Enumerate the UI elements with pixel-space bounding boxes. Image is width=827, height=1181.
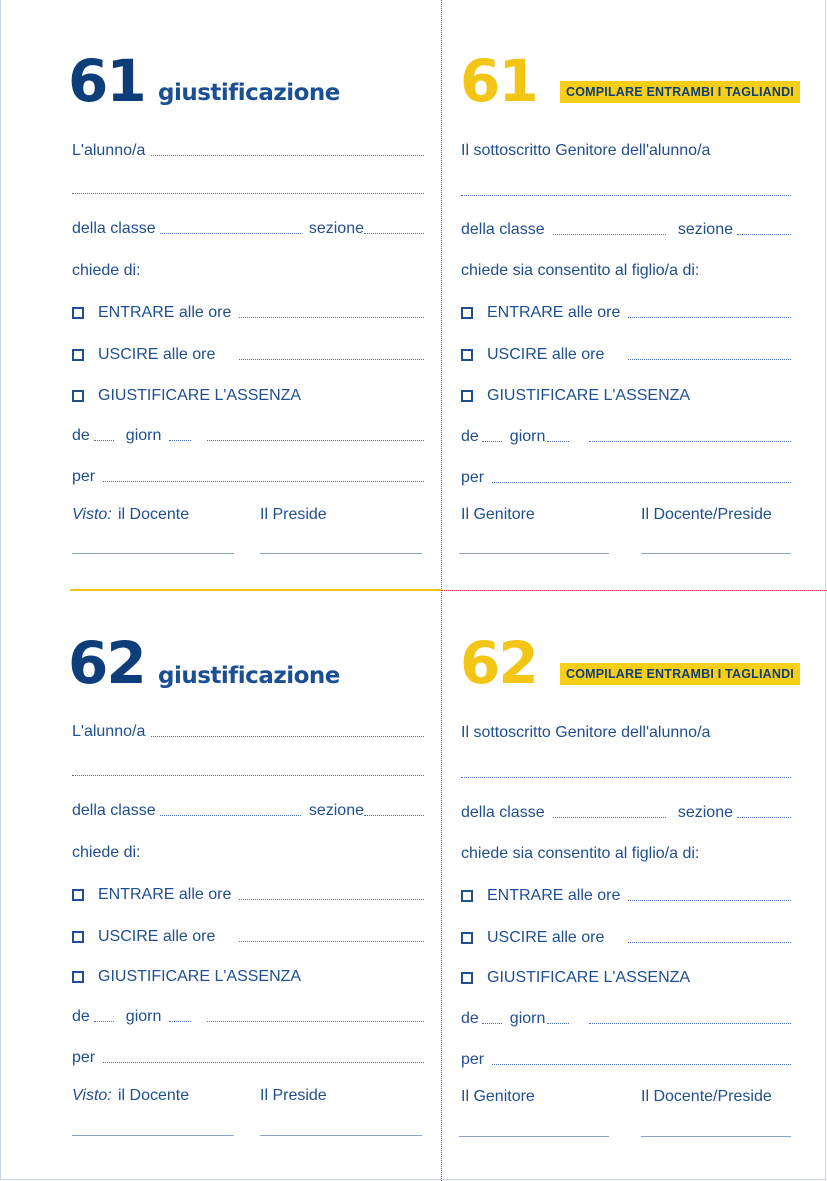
coupon-number: 61 — [460, 47, 537, 115]
days-row — [461, 426, 791, 446]
signature-line-genitore[interactable] — [459, 553, 609, 554]
request-row — [461, 260, 791, 280]
label-giorn: giorn — [125, 427, 162, 444]
class-row — [72, 800, 424, 820]
fill-line[interactable] — [160, 232, 301, 234]
student-name-row — [72, 721, 424, 741]
checkbox-uscire[interactable] — [461, 932, 473, 944]
label-chiede: chiede di: — [72, 844, 141, 861]
fill-line[interactable] — [737, 816, 791, 818]
request-row — [461, 843, 791, 863]
label-giustificare: GIUSTIFICARE L'ASSENZA — [98, 968, 302, 985]
class-row — [72, 218, 424, 238]
label-de: de — [461, 1010, 479, 1027]
class-row — [461, 802, 791, 822]
days-row — [72, 425, 424, 445]
absence-row — [461, 385, 791, 405]
enter-row — [461, 302, 791, 322]
label-sezione: sezione — [677, 804, 733, 821]
checkbox-entrare[interactable] — [72, 307, 84, 319]
label-giustificare: GIUSTIFICARE L'ASSENZA — [487, 969, 691, 986]
checkbox-entrare[interactable] — [72, 889, 84, 901]
checkbox-giustificare[interactable] — [72, 971, 84, 983]
fill-line[interactable] — [103, 1061, 424, 1063]
reason-row — [72, 466, 424, 486]
horizontal-cut-line — [441, 590, 827, 591]
label-uscire: USCIRE alle ore — [98, 346, 216, 363]
label-docente: il Docente — [118, 1087, 190, 1104]
label-per: per — [72, 468, 96, 485]
signature-line-genitore[interactable] — [459, 1136, 609, 1137]
reason-row — [461, 1049, 791, 1069]
fill-line[interactable] — [94, 439, 114, 441]
label-classe: della classe — [72, 220, 156, 237]
fill-line[interactable] — [103, 480, 424, 482]
exit-row — [461, 927, 791, 947]
fill-line[interactable] — [207, 439, 424, 441]
days-row — [72, 1006, 424, 1026]
checkbox-uscire[interactable] — [72, 349, 84, 361]
fill-line[interactable] — [239, 940, 424, 942]
exit-row — [72, 344, 424, 364]
coupon-title: giustificazione — [158, 80, 340, 106]
coupon-number: 62 — [68, 629, 145, 697]
checkbox-entrare[interactable] — [461, 890, 473, 902]
label-chiede-consentito: chiede sia consentito al figlio/a di: — [461, 262, 700, 279]
label-entrare: ENTRARE alle ore — [487, 304, 621, 321]
label-per: per — [461, 469, 485, 486]
fill-line[interactable] — [589, 440, 791, 442]
fill-both-badge: COMPILARE ENTRAMBI I TAGLIANDI — [560, 81, 800, 103]
fill-line[interactable] — [169, 439, 191, 441]
student-name-row-2 — [72, 178, 424, 198]
label-visto: Visto: — [72, 1087, 112, 1104]
label-giorn: giorn — [509, 428, 546, 445]
label-sottoscritto: Il sottoscritto Genitore dell'alunno/a — [461, 724, 711, 741]
label-de: de — [72, 1008, 90, 1025]
label-giustificare: GIUSTIFICARE L'ASSENZA — [487, 387, 691, 404]
label-classe: della classe — [72, 802, 156, 819]
label-uscire: USCIRE alle ore — [487, 929, 605, 946]
fill-line[interactable] — [628, 941, 791, 943]
label-per: per — [72, 1049, 96, 1066]
parent-row — [461, 140, 791, 160]
label-docente-preside: Il Docente/Preside — [641, 506, 772, 523]
signature-line-preside[interactable] — [260, 1135, 422, 1136]
label-docente: il Docente — [118, 506, 190, 523]
signature-line-docente[interactable] — [72, 1135, 234, 1136]
signature-line-docente[interactable] — [72, 553, 234, 554]
label-giustificare: GIUSTIFICARE L'ASSENZA — [98, 387, 302, 404]
request-row — [72, 842, 424, 862]
label-giorn: giorn — [125, 1008, 162, 1025]
label-entrare: ENTRARE alle ore — [98, 304, 232, 321]
exit-row — [72, 926, 424, 946]
label-de: de — [461, 428, 479, 445]
coupon-title: giustificazione — [158, 663, 340, 689]
label-classe: della classe — [461, 804, 545, 821]
student-name-row — [72, 140, 424, 160]
label-uscire: USCIRE alle ore — [98, 928, 216, 945]
label-classe: della classe — [461, 221, 545, 238]
fill-line[interactable] — [547, 1022, 569, 1024]
fill-line[interactable] — [482, 1022, 502, 1024]
reason-row — [461, 467, 791, 487]
fill-line[interactable] — [461, 194, 791, 196]
checkbox-entrare[interactable] — [461, 307, 473, 319]
student-name-row — [461, 762, 791, 782]
enter-row — [72, 884, 424, 904]
fill-both-badge: COMPILARE ENTRAMBI I TAGLIANDI — [560, 663, 800, 685]
absence-row — [72, 385, 424, 405]
label-visto: Visto: — [72, 506, 112, 523]
checkbox-giustificare[interactable] — [461, 972, 473, 984]
label-sezione: sezione — [677, 221, 733, 238]
coupon-divider — [70, 589, 441, 591]
fill-line[interactable] — [72, 774, 424, 776]
label-chiede: chiede di: — [72, 262, 141, 279]
fill-line[interactable] — [151, 154, 424, 156]
label-per: per — [461, 1051, 485, 1068]
checkbox-giustificare[interactable] — [461, 390, 473, 402]
fill-line[interactable] — [207, 1020, 424, 1022]
label-genitore: Il Genitore — [461, 506, 535, 523]
fill-line[interactable] — [553, 233, 666, 235]
request-row — [72, 260, 424, 280]
exit-row — [461, 344, 791, 364]
fill-line[interactable] — [737, 233, 791, 235]
label-alunno: L'alunno/a — [72, 723, 146, 740]
checkbox-uscire[interactable] — [72, 931, 84, 943]
label-sottoscritto: Il sottoscritto Genitore dell'alunno/a — [461, 142, 711, 159]
absence-row — [461, 967, 791, 987]
label-sezione: sezione — [308, 220, 364, 237]
signature-line-docente-preside[interactable] — [641, 553, 791, 554]
fill-line[interactable] — [628, 316, 791, 318]
student-name-row — [461, 180, 791, 200]
fill-line[interactable] — [239, 316, 424, 318]
fill-line[interactable] — [492, 481, 791, 483]
enter-row — [72, 302, 424, 322]
reason-row — [72, 1047, 424, 1067]
days-row — [461, 1008, 791, 1028]
signature-line-docente-preside[interactable] — [641, 1136, 791, 1137]
fill-line[interactable] — [553, 816, 666, 818]
fill-line[interactable] — [72, 192, 424, 194]
absence-row — [72, 966, 424, 986]
fill-line[interactable] — [169, 1020, 191, 1022]
label-giorn: giorn — [509, 1010, 546, 1027]
label-preside: Il Preside — [260, 506, 327, 523]
student-name-row-2 — [72, 760, 424, 780]
fill-line[interactable] — [461, 776, 791, 778]
label-docente-preside: Il Docente/Preside — [641, 1088, 772, 1105]
label-entrare: ENTRARE alle ore — [487, 887, 621, 904]
fill-line[interactable] — [364, 814, 424, 816]
fill-line[interactable] — [364, 232, 424, 234]
label-genitore: Il Genitore — [461, 1088, 535, 1105]
fill-line[interactable] — [160, 814, 301, 816]
label-uscire: USCIRE alle ore — [487, 346, 605, 363]
class-row — [461, 219, 791, 239]
fill-line[interactable] — [628, 899, 791, 901]
label-preside: Il Preside — [260, 1087, 327, 1104]
checkbox-giustificare[interactable] — [72, 390, 84, 402]
checkbox-uscire[interactable] — [461, 349, 473, 361]
label-sezione: sezione — [308, 802, 364, 819]
fill-line[interactable] — [151, 735, 424, 737]
label-entrare: ENTRARE alle ore — [98, 886, 232, 903]
coupon-number: 61 — [68, 47, 145, 115]
signature-line-preside[interactable] — [260, 553, 422, 554]
fill-line[interactable] — [482, 440, 502, 442]
label-chiede-consentito: chiede sia consentito al figlio/a di: — [461, 845, 700, 862]
fill-line[interactable] — [589, 1022, 791, 1024]
enter-row — [461, 885, 791, 905]
label-alunno: L'alunno/a — [72, 142, 146, 159]
label-de: de — [72, 427, 90, 444]
fill-line[interactable] — [492, 1063, 791, 1065]
coupon-number: 62 — [460, 629, 537, 697]
parent-row — [461, 722, 791, 742]
fill-line[interactable] — [94, 1020, 114, 1022]
fill-line[interactable] — [239, 898, 424, 900]
fill-line[interactable] — [628, 358, 791, 360]
fill-line[interactable] — [239, 358, 424, 360]
fill-line[interactable] — [547, 440, 569, 442]
